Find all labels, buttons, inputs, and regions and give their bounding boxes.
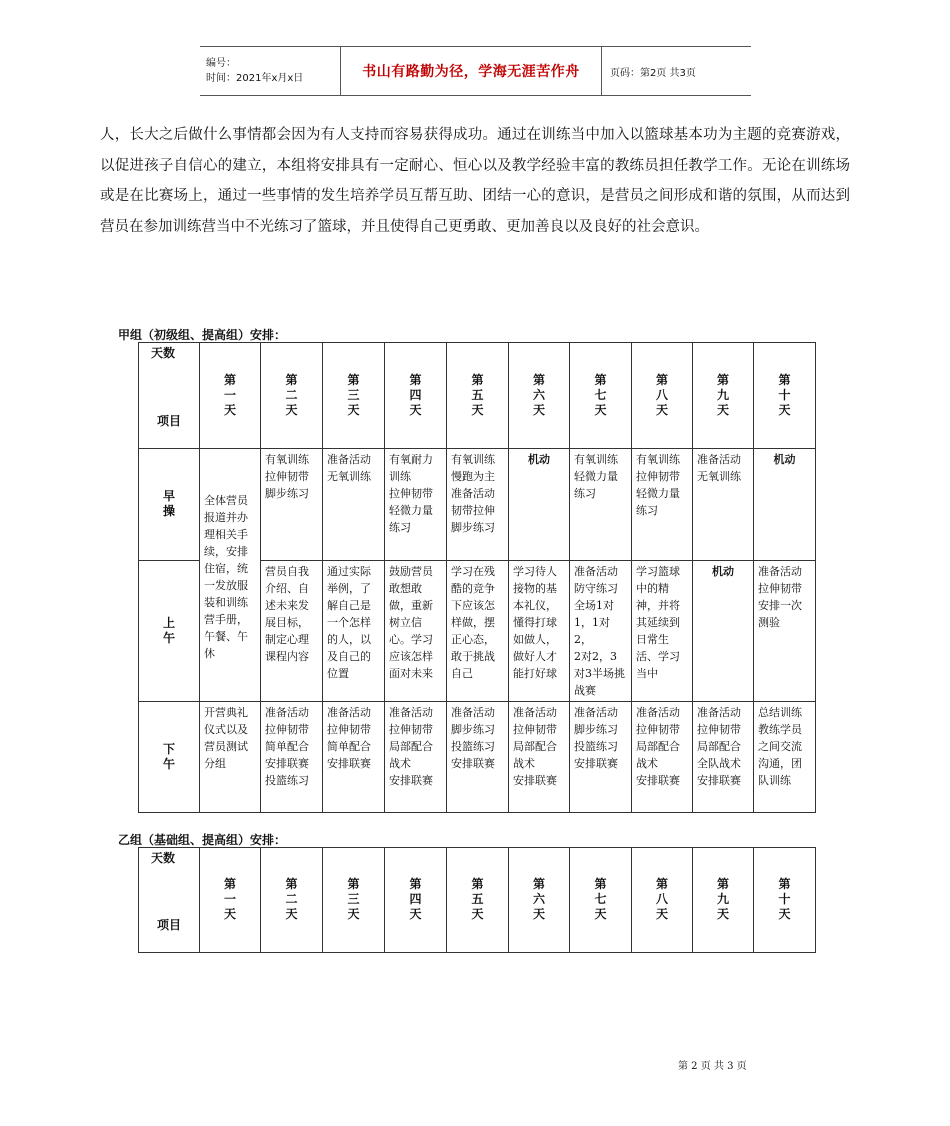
table-cell: 准备活动 拉伸韧带 局部配合 全队战术 安排联赛 <box>693 702 754 813</box>
header-meta <box>200 47 340 95</box>
table-row-morning-exercise <box>139 449 816 561</box>
day-header: 第一天 <box>200 848 261 953</box>
page-footer: 第 2 页 共 3 页 <box>678 1061 747 1072</box>
header-time: 时间：2021年x月x日 <box>206 73 304 84</box>
table-cell: 准备活动 拉伸韧带 简单配合 安排联赛 投篮练习 <box>261 702 323 813</box>
day-header: 第九天 <box>693 343 754 449</box>
table-cell: 学习篮球中的精神，并将其延续到日常生活、学习当中 <box>632 561 693 702</box>
table-cell: 鼓励营员敢想敢做，重新树立信心。学习应该怎样面对未来 <box>385 561 447 702</box>
day-header: 第四天 <box>385 343 447 449</box>
table-cell: 准备活动 防守练习 全场1对1，1对2， 2对2，3对3半场挑战赛 <box>570 561 632 702</box>
day-header: 第五天 <box>447 848 509 953</box>
day-header: 第三天 <box>323 848 385 953</box>
day-header: 第四天 <box>385 848 447 953</box>
day-header: 第五天 <box>447 343 509 449</box>
table-cell: 总结训练 教练学员之间交流沟通，团队训练 <box>754 702 816 813</box>
table-cell: 机动 <box>693 561 754 702</box>
day-header: 第六天 <box>509 343 570 449</box>
corner-items-label: 项目 <box>157 918 182 932</box>
table-cell: 机动 <box>754 449 816 561</box>
table-cell: 准备活动 无氧训练 <box>323 449 385 561</box>
corner-days-label: 天数 <box>151 851 176 865</box>
table-b-header-row <box>139 848 816 953</box>
table-b-corner <box>139 848 200 953</box>
day-header: 第八天 <box>632 343 693 449</box>
row-header: 早操 <box>139 449 200 561</box>
day-header: 第十天 <box>754 343 816 449</box>
table-cell: 准备活动 拉伸韧带 局部配合 战术 安排联赛 <box>632 702 693 813</box>
table-cell: 学习待人接物的基本礼仪，懂得打球如做人，做好人才能打好球 <box>509 561 570 702</box>
row-header: 下午 <box>139 702 200 813</box>
table-cell: 有氧训练 拉伸韧带 脚步练习 <box>261 449 323 561</box>
table-a-caption: 甲组（初级组、提高组）安排： <box>118 328 287 342</box>
table-cell: 有氧训练 轻微力量练习 <box>570 449 632 561</box>
corner-items-label: 项目 <box>157 414 182 428</box>
table-b-caption: 乙组（基础组、提高组）安排： <box>118 833 287 847</box>
table-cell: 准备活动 脚步练习 投篮练习 安排联赛 <box>447 702 509 813</box>
header-page-code: 页码：第2页 共3页 <box>610 67 696 79</box>
table-a-corner <box>139 343 200 449</box>
header-motto: 书山有路勤为径，学海无涯苦作舟 <box>340 47 602 95</box>
table-cell: 准备活动 无氧训练 <box>693 449 754 561</box>
day-header: 第七天 <box>570 848 632 953</box>
day-header: 第二天 <box>261 848 323 953</box>
table-cell: 学习在残酷的竞争下应该怎样做，摆正心态，敢于挑战自己 <box>447 561 509 702</box>
table-cell: 准备活动 拉伸韧带 局部配合 战术 安排联赛 <box>509 702 570 813</box>
body-paragraph: 人，长大之后做什么事情都会因为有人支持而容易获得成功。通过在训练当中加入以篮球基本功为主题的竞赛游戏，以促进孩子自信心的建立，本组将安排具有一定耐心、恒心以及教学经验丰富的教练员担任教学工作。无论在训练场或是在比赛场上，通过一些事情的发生培养学员互帮互助、团结一心的意识，是营员之间形成和谐的氛围，从而达到营员在参加训练营当中不光练习了篮球，并且使得自己更勇敢、更加善良以及良好的社会意识。 <box>100 127 850 235</box>
table-cell: 有氧训练 慢跑为主 准备活动 韧带拉伸 脚步练习 <box>447 449 509 561</box>
table-cell: 开营典礼仪式以及营员测试分组 <box>200 702 261 813</box>
table-cell: 有氧训练 拉伸韧带 轻微力量练习 <box>632 449 693 561</box>
table-row-afternoon <box>139 702 816 813</box>
day-header: 第十天 <box>754 848 816 953</box>
day-header: 第一天 <box>200 343 261 449</box>
day-header: 第九天 <box>693 848 754 953</box>
table-cell: 全体营员报道并办理相关手续，安排住宿，统一发放服装和训练营手册，午餐、午休 <box>200 449 261 702</box>
table-cell: 机动 <box>509 449 570 561</box>
page-header <box>200 46 751 96</box>
table-cell: 准备活动 拉伸韧带 简单配合 安排联赛 <box>323 702 385 813</box>
header-number: 编号： <box>206 58 236 69</box>
row-header: 上午 <box>139 561 200 702</box>
table-a <box>138 342 816 813</box>
table-cell: 通过实际举例，了解自己是一个怎样的人，以及自己的位置 <box>323 561 385 702</box>
table-cell: 准备活动 脚步练习 投篮练习 安排联赛 <box>570 702 632 813</box>
table-b <box>138 847 816 953</box>
day-header: 第七天 <box>570 343 632 449</box>
table-cell: 有氧耐力训练 拉伸韧带 轻微力量练习 <box>385 449 447 561</box>
table-cell: 营员自我介绍、自述未来发展目标，制定心理课程内容 <box>261 561 323 702</box>
table-cell: 准备活动 拉伸韧带 局部配合 战术 安排联赛 <box>385 702 447 813</box>
day-header: 第八天 <box>632 848 693 953</box>
corner-days-label: 天数 <box>151 346 176 360</box>
day-header: 第二天 <box>261 343 323 449</box>
day-header: 第三天 <box>323 343 385 449</box>
table-cell: 准备活动 拉伸韧带 安排一次测验 <box>754 561 816 702</box>
table-a-header-row <box>139 343 816 449</box>
day-header: 第六天 <box>509 848 570 953</box>
